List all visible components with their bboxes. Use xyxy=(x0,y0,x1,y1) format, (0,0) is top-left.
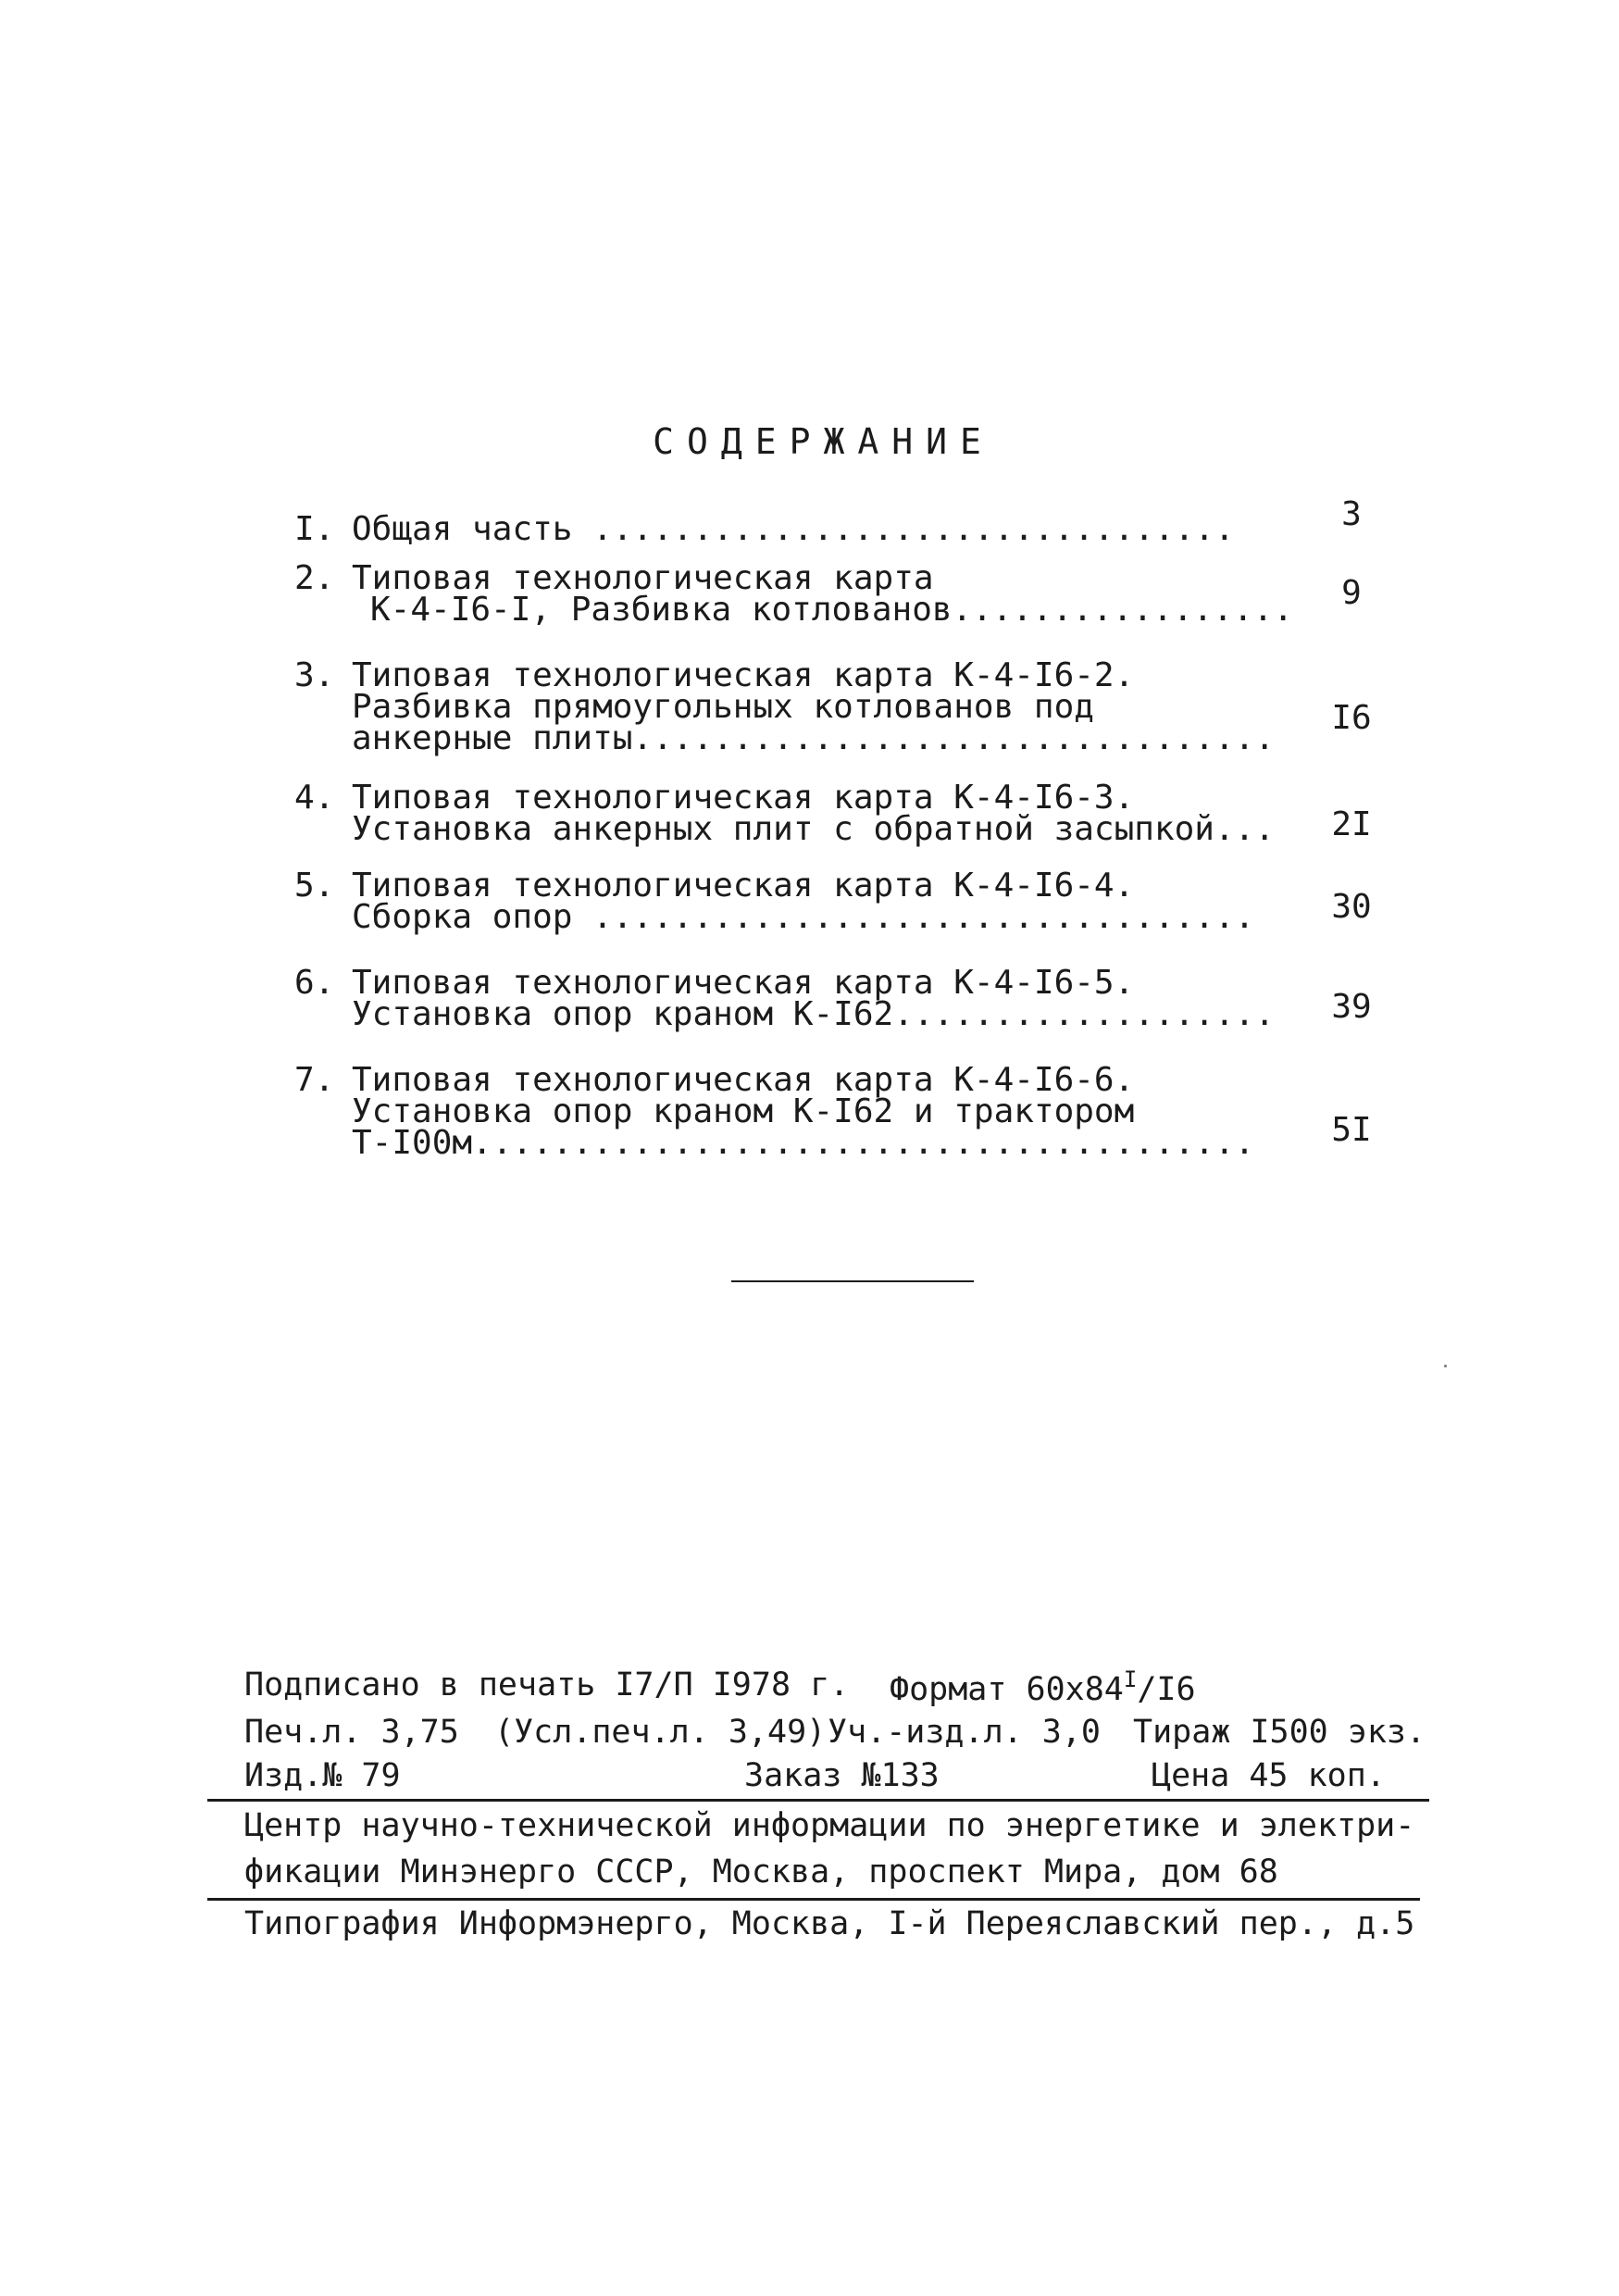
toc-entry-page: 3 xyxy=(1341,495,1362,533)
toc-entry-number: 2. xyxy=(294,559,335,597)
edition-number: Изд.№ 79 xyxy=(244,1757,401,1794)
toc-entry-number: 5. xyxy=(294,867,335,905)
toc-entry-number: I. xyxy=(294,510,335,548)
scan-speck xyxy=(1444,1365,1447,1367)
toc-entry-line: К-4-I6-I, Разбивка котлованов................. xyxy=(370,591,1293,629)
toc-entry-line: Т-I00м....................................... xyxy=(352,1124,1255,1162)
toc-entry-page: 9 xyxy=(1341,574,1362,612)
editorial-sheets: Уч.-изд.л. 3,0 xyxy=(828,1714,1102,1751)
toc-entry-page: I6 xyxy=(1331,699,1372,737)
toc-entry-title xyxy=(352,656,1275,757)
toc-entry-line: Типовая технологическая карта К-4-I6-3. xyxy=(352,779,1135,817)
toc-entry-title xyxy=(352,1061,1255,1162)
print-sheets: Печ.л. 3,75 xyxy=(244,1714,459,1751)
format-label: Формат 60х84 xyxy=(890,1671,1124,1708)
publisher-line: Центр научно-технической информации по энергетике и электри- xyxy=(244,1807,1415,1844)
toc-entry-line: Типовая технологическая карта К-4-I6-2. xyxy=(352,656,1135,694)
toc-entry-number: 7. xyxy=(294,1061,335,1099)
toc-entry-line: Типовая технологическая карта К-4-I6-6. xyxy=(352,1061,1135,1099)
colophon-rule-top xyxy=(207,1799,1429,1802)
circulation: Тираж I500 экз. xyxy=(1133,1714,1426,1751)
price: Цена 45 коп. xyxy=(1152,1757,1386,1794)
toc-entry-page: 5I xyxy=(1331,1111,1372,1149)
toc-entry-title xyxy=(352,867,1255,936)
toc-entry-number: 6. xyxy=(294,964,335,1002)
toc-entry-page: 2I xyxy=(1331,805,1372,843)
order-number: Заказ №133 xyxy=(744,1757,940,1794)
toc-entry-line: Типовая технологическая карта xyxy=(352,559,934,597)
toc-entry-title xyxy=(352,510,1235,548)
toc-entry-line: Общая часть ................................ xyxy=(352,510,1235,548)
colophon-rule-bottom xyxy=(207,1898,1420,1901)
printer-line: Типография Информэнерго, Москва, I-й Переяславский пер., д.5 xyxy=(244,1905,1415,1942)
format-tail: /I6 xyxy=(1137,1671,1196,1708)
toc-entry-line: Типовая технологическая карта К-4-I6-4. xyxy=(352,867,1135,905)
toc-entry-line: анкерные плиты................................ xyxy=(352,719,1275,757)
toc-entry-line: Разбивка прямоугольных котлованов под xyxy=(352,688,1094,726)
toc-entry-line: Установка опор краном К-I62 и трактором xyxy=(352,1092,1135,1130)
separator-rule xyxy=(731,1280,974,1282)
colophon-row-signed xyxy=(244,1666,849,1703)
toc-entry-title xyxy=(352,779,1275,848)
publisher-line: фикации Минэнерго СССР, Москва, проспект Мира, дом 68 xyxy=(244,1853,1278,1890)
toc-entry-page: 39 xyxy=(1331,988,1372,1026)
format-superscript: I xyxy=(1123,1666,1138,1692)
toc-entry-number: 3. xyxy=(294,656,335,694)
conventional-sheets: (Усл.печ.л. 3,49) xyxy=(494,1714,827,1751)
toc-entry-line: Установка опор краном К-I62................... xyxy=(352,995,1275,1033)
toc-entry-line: Типовая технологическая карта К-4-I6-5. xyxy=(352,964,1135,1002)
toc-heading: СОДЕРЖАНИЕ xyxy=(653,421,994,462)
signed-to-print: Подписано в печать I7/П I978 г. xyxy=(244,1666,850,1703)
toc-entry-page: 30 xyxy=(1331,888,1372,926)
toc-entry-title xyxy=(352,559,1293,629)
format-info xyxy=(890,1666,1196,1708)
toc-entry-line: Установка анкерных плит с обратной засыпкой... xyxy=(352,810,1275,848)
toc-entry-number: 4. xyxy=(294,779,335,817)
toc-entry-line: Сборка опор ................................. xyxy=(352,898,1255,936)
toc-entry-title xyxy=(352,964,1275,1033)
